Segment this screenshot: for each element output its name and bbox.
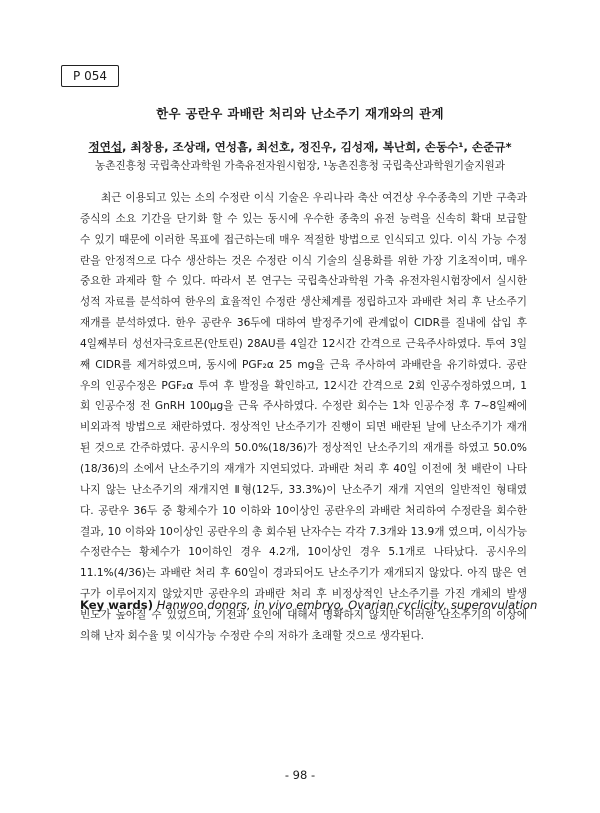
abstract-line: 된 것으로 간주하였다. 공시우의 50.0%(18/36)가 정상적인 난소주기의 재개를 하였고 50.0% xyxy=(80,442,527,455)
abstract-line: 재개를 분석하였다. 한우 공란우 36두에 대하여 발정주기에 관계없이 CIDR를 질내에 삽입 후 xyxy=(80,317,527,330)
abstract-line: 나지 않는 난소주기의 재개지연 Ⅱ형(12두, 33.3%)이 난소주기 재개 지연의 일반적인 형태였 xyxy=(80,483,527,496)
abstract-line: 성적 자료를 분석하여 한우의 효율적인 수정란 생산체계를 정립하고자 과배란 처리 후 난소주기 xyxy=(80,296,527,309)
abstract-line: 수 있기 때문에 이러한 목표에 접근하는데 매우 적절한 방법으로 인식되고 있다. 이식 가능 수정 xyxy=(80,233,527,246)
abstract-body xyxy=(80,188,527,647)
keywords-label: Key wards) xyxy=(80,598,153,612)
author-list xyxy=(0,139,600,155)
abstract-line: 증식의 소요 기간을 단기화 할 수 있는 동시에 우수한 종축의 유전 능력을 신속히 확대 보급할 xyxy=(80,212,527,225)
abstract-line: 11.1%(4/36)는 과배란 처리 후 60일이 경과되어도 난소주기가 재개되지 않았다. 아직 많은 연 xyxy=(80,567,527,580)
abstract-line: 다. 공란우 36두 중 황체수가 10 이하와 10이상인 공란우의 과배란 처리하여 수정란을 회수한 xyxy=(80,504,527,517)
co-authors: , 최창용, 조상래, 연성흠, 최선호, 정진우, 김성재, 복난희, 손동수¹, 손준규* xyxy=(122,140,512,154)
abstract-line: 란을 안정적으로 다수 생산하는 것은 수정란 이식 기술의 실용화를 위한 가장 기초적이며, 매우 xyxy=(80,254,527,267)
poster-number-box: P 054 xyxy=(61,65,119,87)
abstract-line: 우의 인공수정은 PGF₂α 투여 후 발정을 확인하고, 12시간 간격으로 2회 인공수정하였으며, 1 xyxy=(80,379,527,392)
abstract-line: 중요한 과제라 할 수 있다. 따라서 본 연구는 국립축산과학원 가축 유전자원시험장에서 실시한 xyxy=(80,275,527,288)
keywords xyxy=(80,598,540,612)
abstract-line: 4일째부터 성선자극호르몬(안토린) 28AU를 4일간 12시간 간격으로 근육주사하였다. 투여 3일 xyxy=(80,337,527,350)
abstract-line: 비외과적 방법으로 채란하였다. 정상적인 난소주기가 진행이 되면 배란된 날에 난소주기가 재개 xyxy=(80,421,527,434)
abstract-line: 째 CIDR를 제거하였으며, 동시에 PGF₂α 25 mg을 근육 주사하여 과배란을 유기하였다. 공란 xyxy=(80,358,527,371)
abstract-line: 빈도가 높아질 수 있었으며, 기전과 요인에 대해서 명확하지 않지만 이러한 난소주기의 이상에 xyxy=(80,608,527,621)
keywords-values: Hanwoo donors, in vivo embryo, Ovarian cyclicity, superovulation xyxy=(156,598,538,612)
abstract-line: 회 인공수정 전 GnRH 100μg을 근육 주사하였다. 수정란 회수는 1차 인공수정 후 7~8일째에 xyxy=(80,400,527,413)
presenting-author: 정연섭 xyxy=(88,140,123,154)
paper-title: 한우 공란우 과배란 처리와 난소주기 재개와의 관계 xyxy=(156,106,444,121)
affiliation: 농촌진흥청 국립축산과학원 가축유전자원시험장, ¹농촌진흥청 국립축산과학원기술지원과 xyxy=(95,160,505,172)
abstract-line: 결과, 10 이하와 10이상인 공란우의 총 회수된 난자수는 각각 7.3개와 13.9개 였으며, 이식가능 xyxy=(80,525,527,538)
abstract-line: 수정란수는 황체수가 10이하인 경우 4.2개, 10이상인 경우 5.1개로 나타났다. 공시우의 xyxy=(80,546,527,559)
abstract-line: 의해 난자 회수율 및 이식가능 수정란 수의 저하가 초래할 것으로 생각된다. xyxy=(80,629,425,642)
abstract-line: 최근 이용되고 있는 소의 수정란 이식 기술은 우리나라 축산 여건상 우수종축의 기반 구축과 xyxy=(101,192,527,204)
abstract-line: (18/36)의 소에서 난소주기의 재개가 지연되었다. 과배란 처리 후 40일 이전에 첫 배란이 나타 xyxy=(80,462,527,475)
page-number: - 98 - xyxy=(284,768,316,782)
abstract-line: 구가 이루어지지 않았지만 공란우의 과배란 처리 후 비정상적인 난소주기를 가진 개체의 발생 xyxy=(80,588,527,601)
